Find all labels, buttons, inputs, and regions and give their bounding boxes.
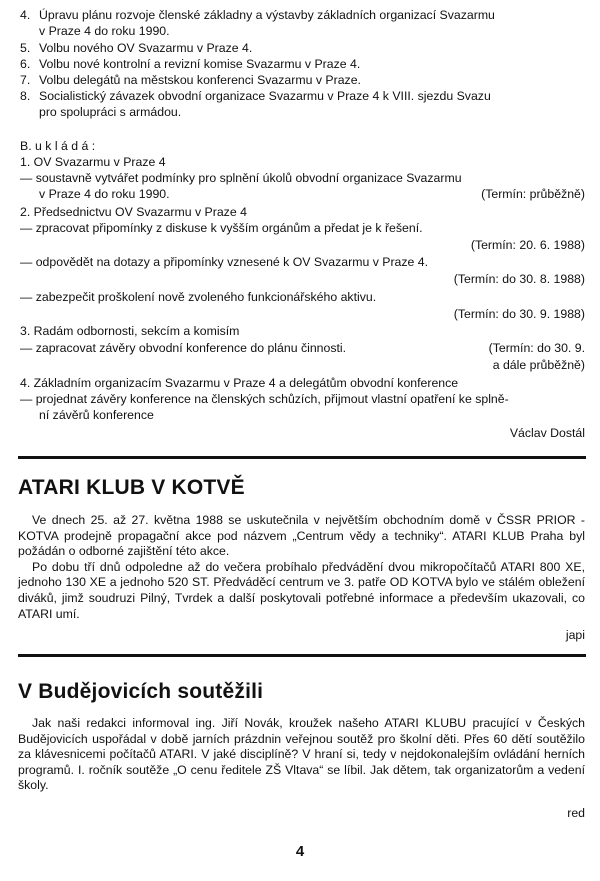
article-title: V Budějovicích soutěžili bbox=[18, 680, 264, 703]
task-deadline-continued: a dále průběžně) bbox=[492, 358, 585, 372]
uklada-heading: B. u k l á d á : bbox=[20, 139, 96, 153]
task-deadline: (Termín: průběžně) bbox=[481, 187, 585, 201]
task-line: v Praze 4 do roku 1990. (Termín: průběžně) bbox=[39, 187, 585, 201]
task-line: — zabezpečit proškolení nově zvoleného funkcionářského aktivu. bbox=[20, 290, 377, 304]
article-body bbox=[18, 513, 585, 622]
article-body bbox=[18, 716, 585, 794]
paragraph: Jak naši redakci informoval ing. Jiří Novák, kroužek našeho ATARI KLUBU pracující v Českých Budějovicích uspořádal v době jarních prázdnin veřejnou soutěž pro školní děti. Přes 60 dětí soutěžilo za klávesnicemi počítačů ATARI. V jaké disciplíně? V hraní si, tedy v nejdokonalejším ovládání herních programů. I. ročník soutěže „O cenu ředitele ZŠ Vltava“ se líbil. Jak dětem, tak organizatorům a vedení školy. bbox=[18, 716, 585, 793]
paragraph: Ve dnech 25. až 27. května 1988 se uskutečnila v největším obchodním domě v ČSSR PRIOR - KOTVA prodejně propagační akce pod názvem „Centrum vědy a techniky“. ATARI KLUB Praha byl požádán o odborné zajištění této akce. bbox=[18, 513, 585, 559]
task-line: — soustavně vytvářet podmínky pro splnění úkolů obvodní organizace Svazarmu bbox=[20, 171, 462, 185]
task-line-continued: ní závěrů konference bbox=[39, 408, 154, 422]
task-deadline: (Termín: do 30. 9. 1988) bbox=[453, 307, 585, 321]
section-divider bbox=[18, 654, 586, 657]
resolution-item: 6. Volbu nové kontrolní a revizní komise Svazarmu v Praze 4. bbox=[20, 57, 361, 71]
paragraph: Po dobu tří dnů odpoledne až do večera probíhalo předvádění dvou mikropočítačů ATARI 800 XE, jednoho 130 XE a jednoho 520 ST. Předváděcí centrum ve 3. patře OD KOTVA bylo ve stálém obležení diváků, jimž soudruzi Pilný, Tvrdek a další poskytovali potřebné informace a především ukazovali, co ATARI umí. bbox=[18, 559, 585, 621]
resolution-item: 7. Volbu delegátů na městskou konferenci Svazarmu v Praze. bbox=[20, 73, 361, 87]
task-deadline: (Termín: 20. 6. 1988) bbox=[470, 238, 585, 252]
task-deadline: (Termín: do 30. 9. bbox=[488, 341, 585, 355]
author-signature: japi bbox=[565, 628, 585, 642]
resolution-item-continued: v Praze 4 do roku 1990. bbox=[39, 24, 170, 38]
page-number: 4 bbox=[295, 843, 305, 860]
task-title: 2. Předsednictvu OV Svazarmu v Praze 4 bbox=[20, 205, 247, 219]
resolution-item: 4. Úpravu plánu rozvoje členské základny a výstavby základních organizací Svazarmu bbox=[20, 8, 495, 22]
resolution-item-continued: pro spolupráci s armádou. bbox=[39, 105, 182, 119]
task-line: — projednat závěry konference na členských schůzích, přijmout vlastní opatření ke splně- bbox=[20, 392, 509, 406]
task-line: — zapracovat závěry obvodní konference do plánu činnosti. (Termín: do 30. 9. bbox=[20, 341, 585, 355]
task-title: 4. Základním organizacím Svazarmu v Praze 4 a delegátům obvodní konference bbox=[20, 376, 459, 390]
resolution-item: 8. Socialistický závazek obvodní organizace Svazarmu v Praze 4 k VIII. sjezdu Svazu bbox=[20, 89, 491, 103]
author-signature: Václav Dostál bbox=[509, 426, 585, 440]
task-title: 3. Radám odbornosti, sekcím a komisím bbox=[20, 324, 240, 338]
task-line: — zpracovat připomínky z diskuse k vyšším orgánům a předat je k řešení. bbox=[20, 221, 423, 235]
task-line: — odpovědět na dotazy a připomínky vznesené k OV Svazarmu v Praze 4. bbox=[20, 255, 429, 269]
task-deadline: (Termín: do 30. 8. 1988) bbox=[453, 272, 585, 286]
article-title: ATARI KLUB V KOTVĚ bbox=[18, 476, 245, 499]
resolution-item: 5. Volbu nového OV Svazarmu v Praze 4. bbox=[20, 41, 253, 55]
section-divider bbox=[18, 456, 586, 459]
author-signature: red bbox=[567, 806, 585, 820]
task-title: 1. OV Svazarmu v Praze 4 bbox=[20, 155, 166, 169]
